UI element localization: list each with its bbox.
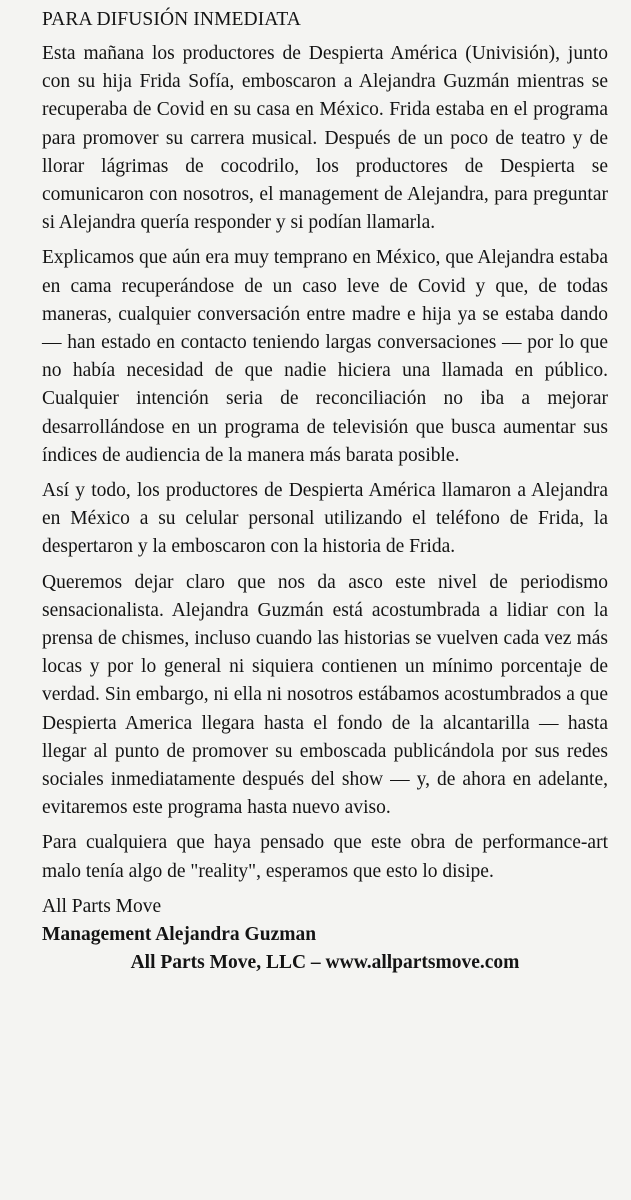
release-header: PARA DIFUSIÓN INMEDIATA — [42, 9, 301, 30]
footer-contact: All Parts Move, LLC – www.allpartsmove.com — [130, 951, 520, 973]
signature-company: All Parts Move — [42, 895, 162, 917]
paragraph-explanation: Explicamos que aún era muy temprano en México, que Alejandra estaba en cama recuperándose de un caso leve de Covid y que, de todas maneras, cualquier conversación entre madre e hija ya se estaba dando — han estado en contacto teniendo largas conversaciones — por lo que no había necesidad de que nadie hiciera una llamada en público. Cualquier intención seria de reconciliación no iba a mejorar desarrollándose en un programa de televisión que busca aumentar sus índices de audiencia de la manera más barata posible. — [42, 247, 608, 466]
paragraph-call: Así y todo, los productores de Despierta América llamaron a Alejandra en México a su celular personal utilizando el teléfono de Frida, la despertaron y la emboscaron con la historia de Frida. — [42, 480, 608, 558]
paragraph-closing: Para cualquiera que haya pensado que este obra de performance-art malo tenía algo de "reality", esperamos que esto lo disipe. — [42, 832, 608, 882]
paragraph-statement: Queremos dejar claro que nos da asco este nivel de periodismo sensacionalista. Alejandra Guzmán está acostumbrada a lidiar con la prensa de chismes, incluso cuando las historias se vuelven cada vez más locas y por lo general ni siquiera contienen un mínimo porcentaje de verdad. Sin embargo, ni ella ni nosotros estábamos acostumbrados a que Despierta America llegara hasta el fondo de la alcantarilla — hasta llegar al punto de promover su emboscada publicándola por sus redes sociales inmediatamente después del show — y, de ahora en adelante, evitaremos este programa hasta nuevo aviso. — [42, 571, 608, 819]
paragraph-ambush: Esta mañana los productores de Despierta América (Univisión), junto con su hija Frida Sofía, emboscaron a Alejandra Guzmán mientras se recuperaba de Covid en su casa en México. Frida estaba en el programa para promover su carrera musical. Después de un poco de teatro y de llorar lágrimas de cocodrilo, los productores de Despierta se comunicaron con nosotros, el management de Alejandra, para preguntar si Alejandra quería responder y si podían llamarla. — [42, 43, 608, 234]
signature-block — [42, 893, 608, 949]
signature-title: Management Alejandra Guzman — [42, 923, 317, 945]
